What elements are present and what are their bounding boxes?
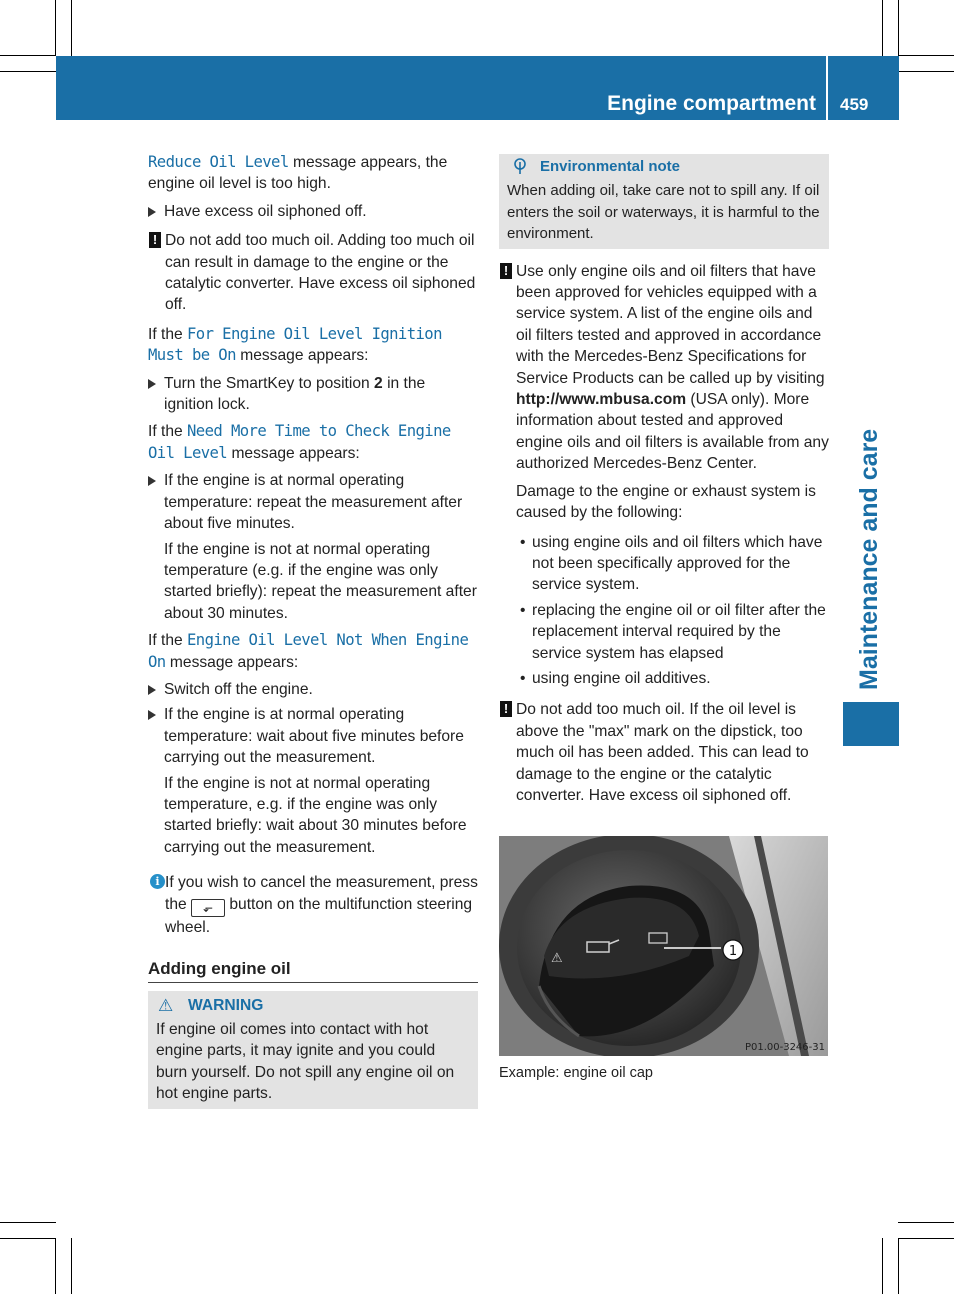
crop-mark [898, 55, 954, 56]
instruction-step [148, 201, 478, 222]
paragraph-text: message appears, the engine oil level is too high. [148, 154, 448, 193]
display-message-code: Need More Time to Check Engine Oil Level [148, 422, 451, 462]
crop-mark [898, 0, 899, 56]
crop-mark [55, 0, 56, 56]
engine-oil-cap-photo [499, 836, 828, 1056]
step-text: Turn the SmartKey to position [164, 374, 375, 392]
step-arrow-icon [148, 207, 156, 217]
paragraph [148, 421, 478, 464]
paragraph [148, 324, 478, 367]
back-button-icon: ⬐ [191, 899, 225, 917]
step-arrow-icon [148, 685, 156, 695]
instruction-step [148, 704, 478, 768]
warning-triangle-icon: ⚠ [158, 996, 174, 1016]
right-column [499, 154, 829, 812]
step-text: in the ignition lock. [164, 374, 426, 414]
crop-mark [882, 1238, 883, 1294]
engine-oil-cap-illustration [499, 836, 828, 1056]
caution-note [499, 261, 829, 475]
display-message-code: Engine Oil Level Not When Engine On [148, 631, 469, 671]
exclamation-icon: ! [500, 701, 512, 717]
crop-mark [55, 1238, 56, 1294]
note-text: If you wish to cancel the measurement, press the [165, 874, 478, 913]
paragraph [148, 630, 478, 673]
bullet-item [499, 668, 829, 689]
environmental-note-title-text: Environmental note [540, 158, 681, 175]
key-position: 2 [374, 374, 383, 392]
instruction-step [148, 373, 478, 416]
svg-text:⚠: ⚠ [551, 951, 563, 966]
caution-note [499, 699, 829, 806]
bullet-item [499, 532, 829, 596]
info-icon: i [150, 874, 165, 889]
instruction-step [148, 679, 478, 700]
display-message-code: For Engine Oil Level Ignition Must be On [148, 324, 442, 365]
environmental-note-title [507, 156, 821, 177]
section-heading: Adding engine oil [148, 958, 478, 983]
step-text: If the engine is at normal operating temperature: repeat the measurement after about five minutes. [164, 472, 463, 533]
crop-mark [898, 1222, 954, 1223]
crop-mark [71, 0, 72, 56]
step-arrow-icon [148, 710, 156, 720]
caution-note [148, 230, 478, 316]
exclamation-icon: ! [500, 263, 512, 279]
step-subtext: If the engine is not at normal operating temperature, e.g. if the engine was only started briefly: wait about 30 minutes before carrying out the measurement. [164, 774, 467, 856]
warning-title-text: WARNING [188, 997, 264, 1015]
note-text: Use only engine oils and oil filters that have been approved for vehicles equipped with a service system. A list of the engine oils and oil filters tested and approved in accordance with the Mercedes-Benz Specifications for Service Products can be called up by visiting [516, 262, 825, 387]
display-message-code: Reduce Oil Level [148, 153, 289, 171]
figure-callout: 1 [728, 944, 738, 959]
warning-text: If engine oil comes into contact with hot engine parts, it may ignite and you could burn yourself. Do not spill any engine oil on hot engine parts. [156, 1020, 455, 1103]
page-title: Engine compartment [607, 92, 816, 115]
environmental-note-box [499, 154, 829, 249]
note-text: Do not add too much oil. Adding too much oil can result in damage to the engine or the catalytic converter. Have excess oil siphoned off. [165, 232, 476, 314]
paragraph-text: message appears: [235, 347, 369, 365]
paragraph: Damage to the engine or exhaust system is caused by the following: [516, 482, 816, 522]
left-column [148, 152, 478, 1109]
crop-mark [71, 1238, 72, 1294]
warning-box [148, 991, 478, 1109]
crop-mark [0, 1238, 56, 1239]
figure-caption: Example: engine oil cap [499, 1065, 653, 1081]
bullet-dot: • [520, 601, 526, 619]
instruction-step [148, 470, 478, 534]
crop-mark [0, 1222, 56, 1223]
paragraph-text: message appears: [165, 653, 299, 671]
page-number: 459 [840, 95, 869, 114]
step-arrow-icon [148, 379, 156, 389]
crop-mark [882, 0, 883, 56]
step-text: Switch off the engine. [164, 680, 313, 698]
exclamation-icon: ! [149, 232, 161, 248]
paragraph-text: message appears: [227, 444, 360, 462]
crop-mark [0, 71, 56, 72]
info-note [148, 872, 478, 938]
bullet-text: using engine oil additives. [532, 669, 711, 687]
crop-mark [898, 71, 954, 72]
crop-mark [0, 55, 56, 56]
lightbulb-icon [513, 158, 527, 176]
bullet-text: replacing the engine oil or oil filter after the replacement interval required by the service system has elapsed [532, 601, 826, 662]
crop-mark [898, 1238, 899, 1294]
bullet-dot: • [520, 533, 526, 551]
bullet-dot: • [520, 669, 526, 687]
crop-mark [898, 1238, 954, 1239]
website-link[interactable]: http://www.mbusa.com [516, 391, 687, 409]
note-text: Do not add too much oil. If the oil level is above the "max" mark on the dipstick, too much oil has been added. This can lead to damage to the engine or the catalytic converter. Have excess oil siphoned off. [516, 701, 809, 804]
paragraph-text: If the [148, 325, 188, 343]
step-text: If the engine is at normal operating temperature: wait about five minutes before carrying out the measurement. [164, 706, 464, 767]
environmental-note-text: When adding oil, take care not to spill any. If oil enters the soil or waterways, it is harmful to the environment. [507, 182, 820, 243]
bullet-item [499, 600, 829, 664]
step-arrow-icon [148, 476, 156, 486]
bullet-text: using engine oils and oil filters which have not been specifically approved for the service system. [532, 533, 823, 594]
paragraph-text: If the [148, 632, 188, 650]
paragraph [148, 152, 478, 195]
paragraph-text: If the [148, 423, 188, 441]
figure-code: P01.00-3246-31 [744, 1042, 825, 1053]
step-subtext: If the engine is not at normal operating temperature (e.g. if the engine was only started briefly): repeat the measurement after about 30 minutes. [164, 540, 477, 622]
warning-title [156, 995, 470, 1016]
step-text: Have excess oil siphoned off. [164, 202, 367, 220]
header-divider [826, 56, 828, 120]
note-text: button on the multifunction steering wheel. [165, 895, 473, 936]
side-tab-marker [843, 702, 899, 746]
note-text: (USA only). More information about tested and approved engine oils and oil filters is available from any authorized Mercedes-Benz Center. [516, 391, 829, 473]
